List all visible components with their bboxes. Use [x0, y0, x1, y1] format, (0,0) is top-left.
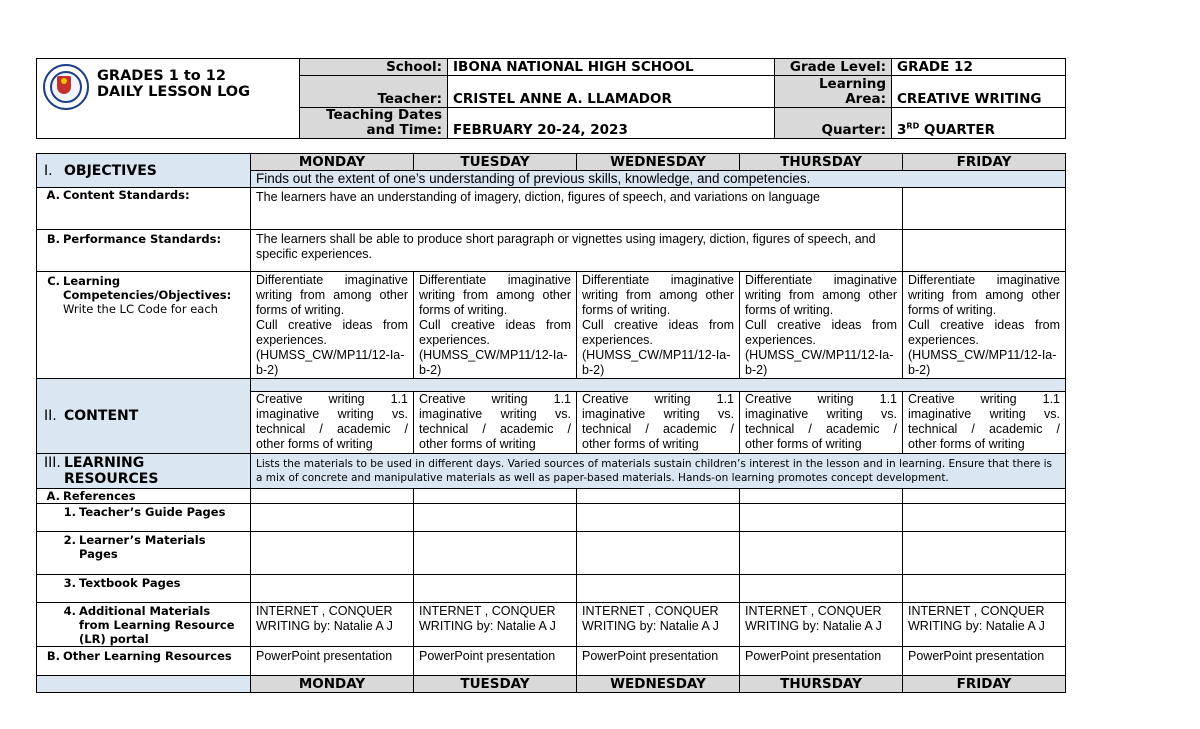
- learning-competencies-text: Learning Competencies/Objectives:: [63, 274, 232, 302]
- learners-materials-text: Learner’s Materials Pages: [79, 533, 206, 561]
- competency-code: (HUMSS_CW/MP11/12-Ia-b-2): [419, 348, 568, 377]
- content-cell-thursday: Creative writing 1.1 imaginative writing vs. technical / academic / other forms of writing: [740, 392, 903, 454]
- references-label: [37, 489, 251, 504]
- content-blue-strip: [251, 379, 1066, 392]
- content-heading: [37, 379, 251, 454]
- other-resources-thursday: PowerPoint presentation: [740, 647, 903, 676]
- day-header-wednesday: WEDNESDAY: [577, 154, 740, 171]
- learning-competencies-num: C.: [47, 274, 60, 288]
- learners-materials-cell: [903, 532, 1066, 575]
- teachers-guide-num: 1.: [63, 505, 76, 519]
- teachers-guide-text: Teacher’s Guide Pages: [79, 505, 226, 519]
- textbook-pages-cell: [251, 575, 414, 603]
- content-cell-friday: Creative writing 1.1 imaginative writing vs. technical / academic / other forms of writing: [903, 392, 1066, 454]
- content-standards-num: A.: [46, 188, 60, 202]
- references-cell-friday: [903, 489, 1066, 504]
- performance-standards-num: B.: [46, 232, 60, 246]
- competency-cell-thursday: [740, 272, 903, 379]
- quarter-value: [892, 108, 1066, 139]
- references-num: A.: [46, 489, 60, 503]
- day-header-tuesday: TUESDAY: [414, 154, 577, 171]
- objectives-intro: Finds out the extent of one’s understanding of previous skills, knowledge, and competencies.: [251, 171, 1066, 188]
- teachers-guide-cell: [577, 504, 740, 532]
- other-resources-monday: PowerPoint presentation: [251, 647, 414, 676]
- quarter-sup: RD: [906, 121, 920, 131]
- bottom-day-header-monday: MONDAY: [251, 676, 414, 693]
- learning-area-value: CREATIVE WRITING: [892, 76, 1066, 108]
- lesson-log-table: [36, 153, 1066, 693]
- other-resources-text: Other Learning Resources: [63, 649, 232, 663]
- additional-materials-text: Additional Materials from Learning Resource (LR) portal: [79, 604, 235, 646]
- learners-materials-cell: [414, 532, 577, 575]
- objectives-heading: [37, 154, 251, 188]
- resources-intro: Lists the materials to be used in different days. Varied sources of materials sustain children’s interest in the lesson and in learning. Ensure that there is a mix of concrete and manipulative materials as well as paper-based materials. Hands-on learning promotes concept development.: [251, 454, 1066, 489]
- competency-p1: Differentiate imaginative writing from among other forms of writing.: [582, 273, 734, 317]
- learning-competencies-note: Write the LC Code for each: [63, 302, 218, 316]
- competency-p1: Differentiate imaginative writing from among other forms of writing.: [745, 273, 897, 317]
- additional-materials-tuesday: INTERNET , CONQUER WRITING by: Natalie A J: [414, 603, 577, 647]
- bottom-day-header-friday: FRIDAY: [903, 676, 1066, 693]
- learning-area-label-2: Area:: [845, 91, 886, 107]
- bottom-day-header-wednesday: WEDNESDAY: [577, 676, 740, 693]
- teaching-dates-value: FEBRUARY 20-24, 2023: [448, 108, 775, 139]
- school-label: School:: [300, 59, 448, 76]
- competency-code: (HUMSS_CW/MP11/12-Ia-b-2): [582, 348, 731, 377]
- teacher-label: Teacher:: [300, 76, 448, 108]
- objectives-title: OBJECTIVES: [64, 162, 157, 179]
- competency-code: (HUMSS_CW/MP11/12-Ia-b-2): [256, 348, 405, 377]
- textbook-pages-label: [37, 575, 251, 603]
- competency-code: (HUMSS_CW/MP11/12-Ia-b-2): [908, 348, 1057, 377]
- grade-level-label: Grade Level:: [775, 59, 892, 76]
- other-resources-tuesday: PowerPoint presentation: [414, 647, 577, 676]
- day-header-thursday: THURSDAY: [740, 154, 903, 171]
- objectives-num: I.: [44, 162, 53, 179]
- competency-p2: Cull creative ideas from experiences.: [908, 318, 1060, 347]
- competency-p1: Differentiate imaginative writing from among other forms of writing.: [256, 273, 408, 317]
- content-cell-monday: Creative writing 1.1 imaginative writing vs. technical / academic / other forms of writing: [251, 392, 414, 454]
- textbook-pages-cell: [740, 575, 903, 603]
- school-value: IBONA NATIONAL HIGH SCHOOL: [448, 59, 775, 76]
- additional-materials-wednesday: INTERNET , CONQUER WRITING by: Natalie A J: [577, 603, 740, 647]
- resources-heading: [37, 454, 251, 489]
- learners-materials-cell: [251, 532, 414, 575]
- teaching-dates-label: [300, 108, 448, 139]
- competency-cell-friday: [903, 272, 1066, 379]
- title-line-2: DAILY LESSON LOG: [97, 84, 251, 100]
- title-cell: [37, 59, 300, 139]
- competency-p1: Differentiate imaginative writing from among other forms of writing.: [908, 273, 1060, 317]
- competency-p2: Cull creative ideas from experiences.: [419, 318, 571, 347]
- content-cell-tuesday: Creative writing 1.1 imaginative writing vs. technical / academic / other forms of writing: [414, 392, 577, 454]
- teacher-value: CRISTEL ANNE A. LLAMADOR: [448, 76, 775, 108]
- textbook-pages-cell: [903, 575, 1066, 603]
- teaching-dates-label-1: Teaching Dates: [326, 107, 442, 123]
- quarter-word: QUARTER: [923, 122, 996, 138]
- performance-standards-text: Performance Standards:: [63, 232, 222, 246]
- learners-materials-num: 2.: [63, 533, 76, 547]
- competency-cell-wednesday: [577, 272, 740, 379]
- deped-seal-icon: [43, 64, 89, 110]
- teachers-guide-cell: [903, 504, 1066, 532]
- references-cell-tuesday: [414, 489, 577, 504]
- grade-level-value: GRADE 12: [892, 59, 1066, 76]
- other-resources-num: B.: [46, 649, 60, 663]
- additional-materials-label: [37, 603, 251, 647]
- competency-cell-monday: [251, 272, 414, 379]
- bottom-day-header-tuesday: TUESDAY: [414, 676, 577, 693]
- teachers-guide-cell: [740, 504, 903, 532]
- content-standards-label: [37, 188, 251, 230]
- textbook-pages-text: Textbook Pages: [79, 576, 181, 590]
- learners-materials-cell: [740, 532, 903, 575]
- textbook-pages-num: 3.: [63, 576, 76, 590]
- resources-num: III.: [44, 455, 61, 471]
- performance-standards-friday: [903, 230, 1066, 272]
- other-resources-wednesday: PowerPoint presentation: [577, 647, 740, 676]
- content-title: CONTENT: [64, 408, 139, 424]
- references-cell-monday: [251, 489, 414, 504]
- learning-competencies-label: [37, 272, 251, 379]
- day-header-monday: MONDAY: [251, 154, 414, 171]
- references-cell-thursday: [740, 489, 903, 504]
- textbook-pages-cell: [414, 575, 577, 603]
- quarter-num: 3: [897, 122, 907, 138]
- competency-code: (HUMSS_CW/MP11/12-Ia-b-2): [745, 348, 894, 377]
- content-standards-friday: [903, 188, 1066, 230]
- other-resources-friday: PowerPoint presentation: [903, 647, 1066, 676]
- additional-materials-thursday: INTERNET , CONQUER WRITING by: Natalie A J: [740, 603, 903, 647]
- textbook-pages-cell: [577, 575, 740, 603]
- additional-materials-friday: INTERNET , CONQUER WRITING by: Natalie A J: [903, 603, 1066, 647]
- competency-p2: Cull creative ideas from experiences.: [745, 318, 897, 347]
- competency-p1: Differentiate imaginative writing from among other forms of writing.: [419, 273, 571, 317]
- learners-materials-cell: [577, 532, 740, 575]
- competency-p2: Cull creative ideas from experiences.: [582, 318, 734, 347]
- learning-area-label: [775, 76, 892, 108]
- learning-area-label-1: Learning: [818, 76, 886, 92]
- competency-cell-tuesday: [414, 272, 577, 379]
- content-standards-value: The learners have an understanding of imagery, diction, figures of speech, and variations on language: [251, 188, 903, 230]
- references-cell-wednesday: [577, 489, 740, 504]
- teaching-dates-label-2: and Time:: [366, 122, 442, 138]
- performance-standards-value: The learners shall be able to produce short paragraph or vignettes using imagery, diction, figures of speech, and specific experiences.: [251, 230, 903, 272]
- content-num: II.: [44, 408, 57, 424]
- performance-standards-label: [37, 230, 251, 272]
- quarter-label: Quarter:: [775, 108, 892, 139]
- teachers-guide-cell: [414, 504, 577, 532]
- learners-materials-label: [37, 532, 251, 575]
- content-cell-wednesday: Creative writing 1.1 imaginative writing vs. technical / academic / other forms of writing: [577, 392, 740, 454]
- additional-materials-monday: INTERNET , CONQUER WRITING by: Natalie A J: [251, 603, 414, 647]
- day-header-friday: FRIDAY: [903, 154, 1066, 171]
- content-standards-text: Content Standards:: [63, 188, 190, 202]
- additional-materials-num: 4.: [63, 604, 76, 618]
- bottom-day-header-thursday: THURSDAY: [740, 676, 903, 693]
- competency-p2: Cull creative ideas from experiences.: [256, 318, 408, 347]
- resources-title-2: RESOURCES: [64, 471, 159, 487]
- other-resources-label: [37, 647, 251, 676]
- bottom-header-blank: [37, 676, 251, 693]
- title-line-1: GRADES 1 to 12: [97, 68, 226, 84]
- resources-title-1: LEARNING: [64, 455, 145, 471]
- teachers-guide-cell: [251, 504, 414, 532]
- teachers-guide-label: [37, 504, 251, 532]
- header-table: [36, 58, 1066, 139]
- references-text: References: [63, 489, 136, 503]
